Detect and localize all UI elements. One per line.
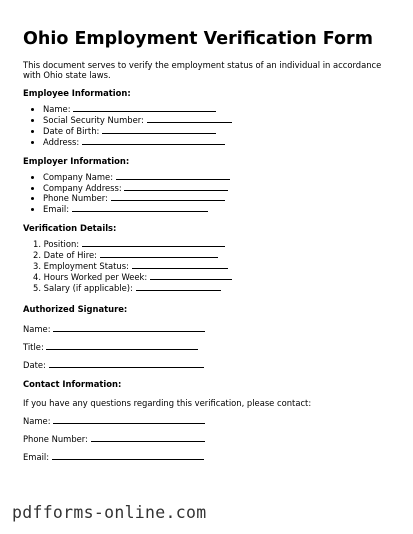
employee-section [23, 88, 393, 148]
list-item: • Email: [43, 204, 393, 215]
fill-line[interactable] [73, 104, 216, 112]
fill-line[interactable] [82, 239, 225, 247]
list-item: 2. Date of Hire: [33, 250, 393, 261]
signature-heading: Authorized Signature: [23, 303, 128, 314]
contact-text: If you have any questions regarding this verification, please contact: [23, 397, 312, 408]
fill-line[interactable] [46, 342, 198, 350]
page-title: Ohio Employment Verification Form [23, 29, 373, 49]
list-item: • Name: [43, 104, 393, 115]
verification-list [23, 239, 393, 294]
list-item: • Date of Birth: [43, 126, 393, 137]
employee-list [23, 104, 393, 148]
employer-heading: Employer Information: [23, 155, 130, 166]
list-item: • Phone Number: [43, 193, 393, 204]
contact-section [23, 379, 393, 462]
list-item: • Company Address: [43, 183, 393, 194]
list-item: • Social Security Number: [43, 115, 393, 126]
document-page [23, 28, 393, 462]
list-item: • Company Name: [43, 172, 393, 183]
fill-line[interactable] [136, 283, 221, 291]
fill-line[interactable] [52, 452, 204, 460]
fill-line[interactable] [72, 204, 208, 212]
fill-line[interactable] [150, 272, 232, 280]
fill-line[interactable] [49, 360, 204, 368]
employer-section [23, 156, 393, 216]
list-item: • Address: [43, 137, 393, 148]
fill-line[interactable] [91, 434, 205, 442]
fill-line[interactable] [111, 193, 225, 201]
list-item: 4. Hours Worked per Week: [33, 272, 393, 283]
contact-email-field: Email: [23, 452, 393, 462]
fill-line[interactable] [53, 324, 205, 332]
list-item: 1. Position: [33, 239, 393, 250]
verification-section [23, 223, 393, 294]
fill-line[interactable] [116, 172, 230, 180]
contact-heading: Contact Information: [23, 378, 122, 389]
intro-paragraph: This document serves to verify the employment status of an individual in accordance with Ohio state laws. [23, 60, 382, 80]
list-item: 5. Salary (if applicable): [33, 283, 393, 294]
contact-name-field: Name: [23, 416, 393, 426]
fill-line[interactable] [124, 183, 228, 191]
watermark: pdfforms-online.com [12, 503, 207, 522]
list-item: 3. Employment Status: [33, 261, 393, 272]
fill-line[interactable] [100, 250, 218, 258]
fill-line[interactable] [147, 115, 232, 123]
fill-line[interactable] [82, 137, 225, 145]
contact-phone-field: Phone Number: [23, 434, 393, 444]
verification-heading: Verification Details: [23, 223, 117, 234]
fill-line[interactable] [102, 126, 216, 134]
employer-list [23, 172, 393, 216]
signature-title-field: Title: [23, 342, 393, 352]
employee-heading: Employee Information: [23, 88, 131, 98]
fill-line[interactable] [53, 416, 205, 424]
fill-line[interactable] [132, 261, 228, 269]
signature-section [23, 304, 393, 370]
signature-name-field: Name: [23, 324, 393, 334]
signature-date-field: Date: [23, 360, 393, 370]
